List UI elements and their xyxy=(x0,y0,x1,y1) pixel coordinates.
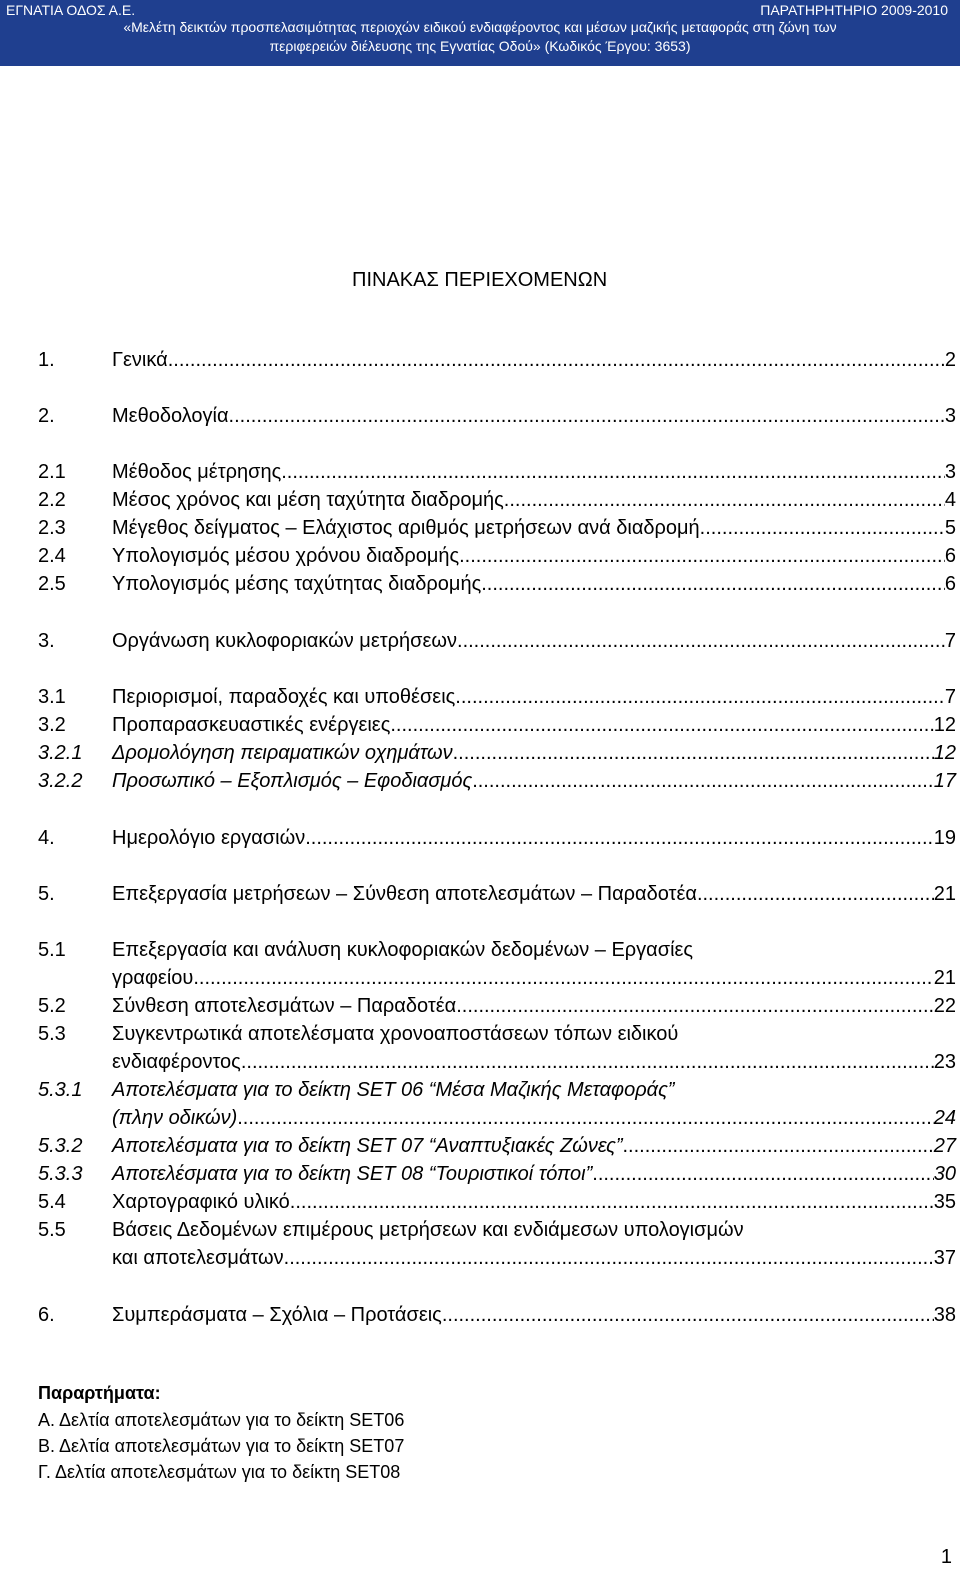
toc-entry-page: 38 xyxy=(933,1304,956,1326)
toc-entry-number: 5.4 xyxy=(38,1191,66,1213)
toc-entry-text-line1: Βάσεις Δεδομένων επιμέρους μετρήσεων και ενδιάμεσων υπολογισμών xyxy=(112,1219,744,1241)
toc-entry-page: 19 xyxy=(933,827,956,849)
toc-entry-text-line1: Αποτελέσματα για το δείκτη SET 06 “Μέσα Μαζικής Μεταφοράς” xyxy=(112,1079,675,1101)
toc-entry-page: 21 xyxy=(933,967,956,989)
appendix-item[interactable]: Α. Δελτία αποτελεσμάτων για το δείκτη SET06 xyxy=(38,1410,405,1430)
toc-entry-number: 5.3 xyxy=(38,1023,66,1045)
toc-entry-page: 4 xyxy=(944,489,956,511)
toc-entry-text: Υπολογισμός μέσης ταχύτητας διαδρομής xyxy=(112,573,482,595)
toc-entry-text: Αποτελέσματα για το δείκτη SET 07 “Αναπτυξιακές Ζώνες” xyxy=(112,1135,623,1157)
toc-entry-text: Χαρτογραφικό υλικό xyxy=(112,1191,290,1213)
toc-entry-page: 5 xyxy=(944,517,956,539)
toc-entry-number: 2.5 xyxy=(38,573,66,595)
header-project-line1: «Μελέτη δεικτών προσπελασιμότητας περιοχών ειδικού ενδιαφέροντος και μέσων μαζικής μεταφοράς στη ζώνη των xyxy=(123,19,837,35)
appendix-title: Παραρτήματα: xyxy=(38,1383,161,1403)
toc-entry-text: ενδιαφέροντος xyxy=(112,1051,241,1073)
toc-entry-page: 3 xyxy=(944,461,956,483)
toc-entry-page: 22 xyxy=(933,995,956,1017)
toc-entry-text: Επεξεργασία μετρήσεων – Σύνθεση αποτελεσμάτων – Παραδοτέα xyxy=(112,883,697,905)
toc-entry-text: Μέγεθος δείγματος – Ελάχιστος αριθμός μετρήσεων ανά διαδρομή xyxy=(112,517,700,539)
toc-entry-number: 5.3.1 xyxy=(38,1079,83,1101)
toc-entry-page: 35 xyxy=(933,1191,956,1213)
toc-entry-page: 7 xyxy=(944,630,956,652)
toc-entry-number: 3.1 xyxy=(38,686,66,708)
toc-entry-page: 7 xyxy=(944,686,956,708)
toc-entry-number: 2.4 xyxy=(38,545,66,567)
toc-entry-number: 4. xyxy=(38,827,55,849)
toc-entry-text: Συμπεράσματα – Σχόλια – Προτάσεις xyxy=(112,1304,442,1326)
header-observatory: ΠΑΡΑΤΗΡΗΤΗΡΙΟ 2009-2010 xyxy=(760,2,948,18)
toc-entry-number: 2.2 xyxy=(38,489,66,511)
toc-entry-number: 1. xyxy=(38,349,55,371)
toc-entry-page: 3 xyxy=(944,405,956,427)
toc-entry-text: Οργάνωση κυκλοφοριακών μετρήσεων xyxy=(112,630,458,652)
toc-entry-text: Αποτελέσματα για το δείκτη SET 08 “Τουριστικοί τόποι” xyxy=(112,1163,593,1185)
toc-entry-page: 6 xyxy=(944,573,956,595)
toc-entry-text: Ημερολόγιο εργασιών xyxy=(112,827,306,849)
toc-entry-number: 2. xyxy=(38,405,55,427)
toc-entry-text: Υπολογισμός μέσου χρόνου διαδρομής xyxy=(112,545,460,567)
toc-entry-number: 5.2 xyxy=(38,995,66,1017)
toc-entry-page: 23 xyxy=(933,1051,956,1073)
toc-entry-number: 3. xyxy=(38,630,55,652)
toc-entry-number: 2.1 xyxy=(38,461,66,483)
toc-title: ΠΙΝΑΚΑΣ ΠΕΡΙΕΧΟΜΕΝΩΝ xyxy=(352,269,608,291)
toc-entry-number: 3.2.1 xyxy=(38,742,83,764)
toc-entry-number: 3.2 xyxy=(38,714,66,736)
appendix-item[interactable]: Γ. Δελτία αποτελεσμάτων για το δείκτη SET08 xyxy=(38,1462,401,1482)
toc-entry-page: 27 xyxy=(933,1135,956,1157)
toc-entry-page: 6 xyxy=(944,545,956,567)
toc-entry-page: 21 xyxy=(933,883,956,905)
header-organization: ΕΓΝΑΤΙΑ ΟΔΟΣ Α.Ε. xyxy=(6,2,136,18)
toc-entry-page: 12 xyxy=(933,742,956,764)
toc-entry-number: 5.3.3 xyxy=(38,1163,83,1185)
toc-entry-page: 2 xyxy=(944,349,956,371)
toc-entry-text: Μέσος χρόνος και μέση ταχύτητα διαδρομής xyxy=(112,489,504,511)
toc-entry-number: 2.3 xyxy=(38,517,66,539)
toc-entry-number: 5. xyxy=(38,883,55,905)
toc-entry-number: 5.1 xyxy=(38,939,66,961)
toc-entry-text: Μέθοδος μέτρησης xyxy=(112,461,282,483)
toc-entry-page: 17 xyxy=(933,770,956,792)
toc-entry-page: 24 xyxy=(933,1107,956,1129)
toc-entry-number: 5.5 xyxy=(38,1219,66,1241)
toc-entry-text: Μεθοδολογία xyxy=(112,405,229,427)
toc-entry-text: Σύνθεση αποτελεσμάτων – Παραδοτέα xyxy=(112,995,457,1017)
toc-entry-text-line1: Συγκεντρωτικά αποτελέσματα χρονοαποστάσεων τόπων ειδικού xyxy=(112,1023,679,1045)
toc-entry-text: και αποτελεσμάτων xyxy=(112,1247,284,1269)
toc-entry-text: (πλην οδικών) xyxy=(112,1107,238,1129)
toc-entry-number: 3.2.2 xyxy=(38,770,83,792)
toc-entry-page: 30 xyxy=(933,1163,956,1185)
toc-entry-page: 12 xyxy=(933,714,956,736)
toc-entry-text: Προσωπικό – Εξοπλισμός – Εφοδιασμός xyxy=(112,770,473,792)
toc-entry-number: 5.3.2 xyxy=(38,1135,83,1157)
toc-entry-page: 37 xyxy=(933,1247,956,1269)
page-number: 1 xyxy=(940,1546,952,1568)
toc-entry-text-line1: Επεξεργασία και ανάλυση κυκλοφοριακών δεδομένων – Εργασίες xyxy=(112,939,694,961)
page-header xyxy=(0,0,960,66)
toc-entry-text: γραφείου xyxy=(112,967,194,989)
appendix-item[interactable]: Β. Δελτία αποτελεσμάτων για το δείκτη SET07 xyxy=(38,1436,405,1456)
toc-entry-text: Προπαρασκευαστικές ενέργειες xyxy=(112,714,391,736)
toc-entry-text: Δρομολόγηση πειραματικών οχημάτων xyxy=(112,742,453,764)
toc-entry-text: Γενικά xyxy=(112,349,168,371)
toc-entry-text: Περιορισμοί, παραδοχές και υποθέσεις xyxy=(112,686,456,708)
header-project-line2: περιφερειών διέλευσης της Εγνατίας Οδού» (Κωδικός Έργου: 3653) xyxy=(269,38,691,54)
toc-entry-number: 6. xyxy=(38,1304,55,1326)
